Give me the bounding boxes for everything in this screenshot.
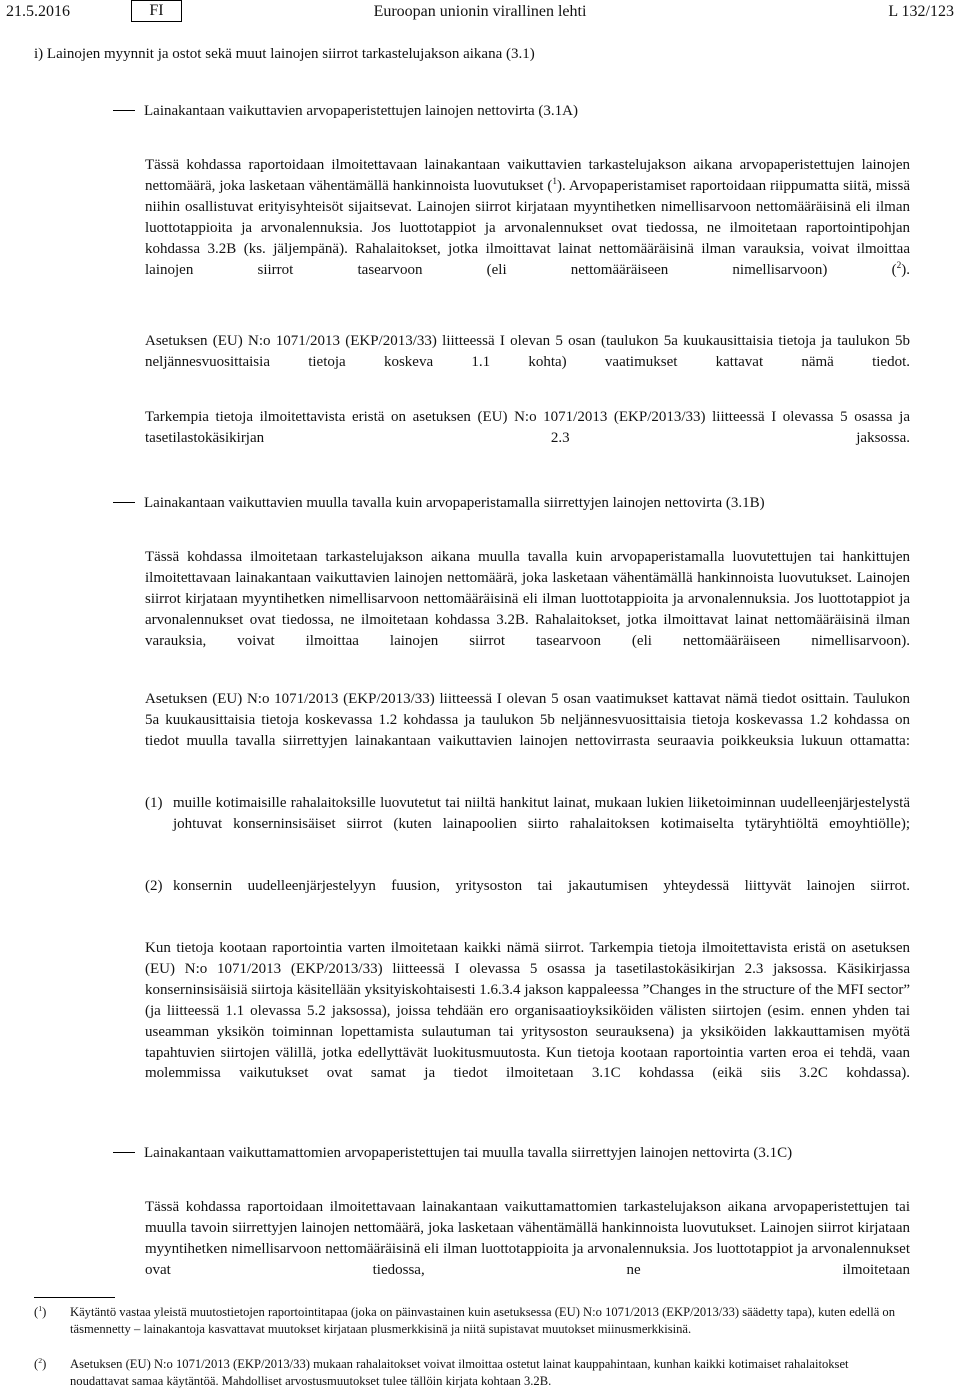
section-heading-i: i) Lainojen myynnit ja ostot sekä muut lainojen siirrot tarkastelujakson aikana (3.1) <box>34 46 535 62</box>
em-dash-marker <box>113 110 135 111</box>
footnote-marker: ($^1$) <box>34 1303 47 1319</box>
publication-date: 21.5.2016 <box>6 3 70 20</box>
list-item-number: (2) <box>145 878 163 894</box>
paragraph-3-1b-regulation: Asetuksen (EU) N:o 1071/2013 (EKP/2013/33) liitteessä I olevan 5 osan vaatimukset kattavat nämä tiedot osittain. Taulukon 5a kuukausittaisia tietoja koskevassa 1.2 kohdassa ja taulukon 5b neljännesvuosittaisia tietoja koskevassa 1.2 kohdassa on tiedot muulla tavalla siirrettyjen lainakantaan vaikuttavien lainojen nettovirrasta seuraavia poikkeuksia lukuun ottamatta: <box>145 691 910 749</box>
footnote-separator <box>34 1297 115 1298</box>
subsection-heading-text: Lainakantaan vaikuttamattomien arvopaperistettujen tai muulla tavalla siirrettyjen lainojen nettovirta (3.1C) <box>144 1145 793 1161</box>
list-item-text: muille kotimaisille rahalaitoksille luovutetut tai niiltä hankitut lainat, mukaan lukien liiketoiminnan uudelleenjärjestelystä johtuvat konserninsisäiset siirrot (kuten lainapoolien siirto rahalaitoksen kotimaiselta tytäryhtiöltä emoyhtiölle); <box>173 795 910 832</box>
paragraph-3-1a-regulation: Asetuksen (EU) N:o 1071/2013 (EKP/2013/33) liitteessä I olevan 5 osan (taulukon 5a kuukausittaisia tietoja ja taulukon 5b neljännesvuosittaisia tietoja koskeva 1.1 kohta) vaatimukset kattavat nämä tiedot. <box>145 333 910 370</box>
paragraph-3-1c-definition: Tässä kohdassa raportoidaan ilmoitettavaan lainakantaan vaikuttamattomien tarkastelujakson aikana arvopaperistettujen tai muulla tavoin siirrettyjen lainojen nettomäärä, joka lasketaan vähentämällä hankinnoista luovutukset. Lainojen siirrot kirjataan myyntihetken nimellisarvoon nettomääräisinä eli ilman luottotappioita ja arvonalennuksia. Jos luottotappiot ja arvonalennukset ovat tiedossa, ne ilmoitetaan <box>145 1199 910 1278</box>
footnote-2 <box>34 1356 910 1389</box>
subsection-heading-text: Lainakantaan vaikuttavien muulla tavalla kuin arvopaperistamalla siirrettyjen lainojen nettovirta (3.1B) <box>144 495 765 511</box>
footnote-1 <box>34 1304 910 1337</box>
list-item <box>145 793 910 835</box>
footnote-text: Asetuksen (EU) N:o 1071/2013 (EKP/2013/33) mukaan rahalaitokset voivat ilmoittaa ostetut lainat kauppahintaan, kunhan kaikki kotimaiset rahalaitokset noudattavat samaa käytäntöä. Mahdolliset arvostusmuutokset tulee tällöin kirjata kohtaan 3.2B. <box>70 1357 849 1388</box>
journal-title: Euroopan unionin virallinen lehti <box>373 3 587 20</box>
list-item-number: (1) <box>145 795 163 811</box>
paragraph-3-1a-definition: Tässä kohdassa raportoidaan ilmoitettavaan lainakantaan vaikuttavien tarkastelujakson aikana arvopaperistettujen lainojen nettomäärä, joka lasketaan vähentämällä hankinnoista luovutukset ($^1$). Arvopaperistamiset raportoidaan riippumatta siitä, missä niihin osallistuvat erityisyhteisöt sijaitsevat. Lainojen siirrot kirjataan myyntihetken nimellisarvoon nettomääräisinä eli ilman luottotappioita ja arvonalennuksia. Jos luottotappiot ja arvonalennukset ovat tiedossa, ne ilmoitetaan raportointipohjan kohdassa 3.2B (ks. jäljempänä). Rahalaitokset, jotka ilmoittavat lainat nettomääräisinä ilman varauksia, voivat ilmoittaa lainojen siirrot tasearvoon (eli nettomääräiseen nimellisarvoon) ($^2$). <box>145 157 910 278</box>
subsection-heading-text: Lainakantaan vaikuttavien arvopaperistettujen lainojen nettovirta (3.1A) <box>144 103 579 119</box>
footnote-marker: ($^2$) <box>34 1355 47 1371</box>
em-dash-marker <box>113 1152 135 1153</box>
subsection-heading-3-1b <box>113 493 765 514</box>
footnote-text: Käytäntö vastaa yleistä muutostietojen raportointitapaa (joka on päinvastainen kuin asetuksessa (EU) N:o 1071/2013 (EKP/2013/33) säädetty tapa), kuten edellä on täsmennetty – lainakantoja kasvattavat muutokset kirjataan plusmerkkisinä ja niitä supistavat muutokset miinusmerkkisinä. <box>70 1305 896 1336</box>
footnote-reference: 1 <box>552 176 557 187</box>
subsection-heading-3-1c <box>113 1143 792 1164</box>
paragraph-3-1b-reporting: Kun tietoja kootaan raportointia varten ilmoitetaan kaikki nämä siirrot. Tarkempia tietoja ilmoitettavista eristä on asetuksen (EU) N:o 1071/2013 (EKP/2013/33) liitteessä I olevassa 5 osassa ja tasetilastokäsikirjan 2.3 jaksossa. Käsikirjassa konserninsisäisiä siirtoja käsitellään yksityiskohtaisesti 1.6.3.4 jakson kappaleessa ”Changes in the structure of the MFI sector” (ja liitteessä 1.1 olevassa 5.2 jaksossa), joissa tehdään ero organisaatioyksiköiden välisten siirtojen (esim. ennen yhden tai useamman yksikön toiminnan lopettamista sulautuman tai yritysoston seurauksena) ja yksiköiden lakkauttamisen myötä tapahtuvien siirtojen välillä, jotka edellyttävät luokitusmuutosta. Kun tietoja kootaan raportointia varten eroa ei tehdä, vaan molemmissa vaikutukset ovat samat ja tiedot ilmoitetaan 3.1C kohdassa (eikä siis 3.2C kohdassa). <box>145 940 910 1082</box>
language-code-box: FI <box>131 0 182 22</box>
footnote-reference: 2 <box>896 260 902 271</box>
em-dash-marker <box>113 502 135 503</box>
paragraph-3-1a-reference: Tarkempia tietoja ilmoitettavista eristä on asetuksen (EU) N:o 1071/2013 (EKP/2013/33) liitteessä I olevassa 5 osassa ja tasetilastokäsikirjan 2.3 jaksossa. <box>145 409 910 446</box>
page-reference: L 132/123 <box>888 3 954 20</box>
subsection-heading-3-1a <box>113 101 578 122</box>
list-item <box>145 876 910 897</box>
list-item-text: konsernin uudelleenjärjestelyyn fuusion, yritysoston tai jakautumisen yhteydessä liittyvät lainojen siirrot. <box>173 878 910 894</box>
paragraph-3-1b-definition: Tässä kohdassa ilmoitetaan tarkastelujakson aikana muulla tavalla kuin arvopaperistamalla luovutettujen tai hankittujen ilmoitettavaan lainakantaan vaikuttavien lainojen nettomäärä, joka lasketaan vähentämällä hankinnoista luovutukset. Lainojen siirrot kirjataan myyntihetken nimellisarvoon nettomääräisinä eli ilman luottotappioita ja arvonalennuksia. Jos luottotappiot ja arvonalennukset ovat tiedossa, ne ilmoitetaan kohdassa 3.2B. Rahalaitokset, jotka ilmoittavat lainat nettomääräisinä ilman varauksia, voivat ilmoittaa lainojen siirrot tasearvoon (eli nettomääräiseen nimellisarvoon). <box>145 549 910 649</box>
